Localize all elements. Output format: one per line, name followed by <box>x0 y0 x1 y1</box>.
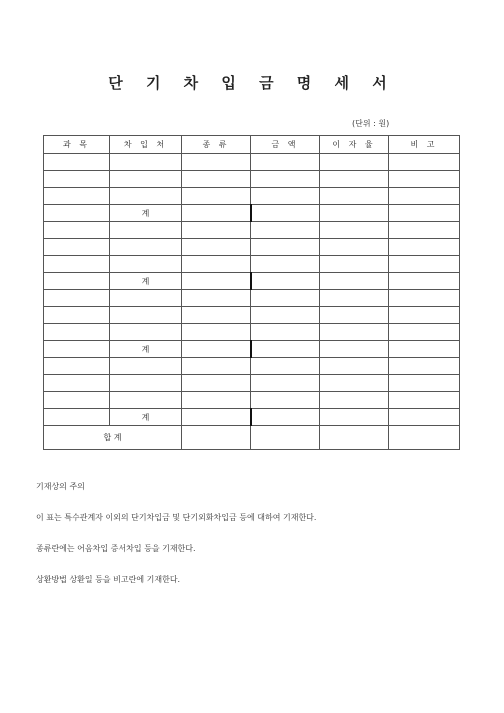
table-cell <box>110 290 182 307</box>
table-cell <box>251 324 320 341</box>
table-cell <box>389 392 460 409</box>
table-cell <box>44 324 110 341</box>
notes-section <box>36 481 316 605</box>
table-cell <box>110 307 182 324</box>
table-cell <box>320 188 389 205</box>
table-cell <box>44 290 110 307</box>
table-cell <box>44 392 110 409</box>
table-row <box>44 171 460 188</box>
table-cell <box>389 358 460 375</box>
subtotal-row <box>44 273 460 290</box>
table-cell <box>320 358 389 375</box>
table-cell <box>389 188 460 205</box>
table-cell <box>44 222 110 239</box>
subtotal-row <box>44 409 460 426</box>
table-cell <box>320 256 389 273</box>
table-cell <box>110 358 182 375</box>
table-cell <box>251 239 320 256</box>
table-cell <box>182 205 251 222</box>
column-header: 차 입 처 <box>110 136 182 154</box>
table-cell <box>389 307 460 324</box>
subtotal-label: 계 <box>110 341 182 358</box>
table-cell <box>110 171 182 188</box>
table-row <box>44 392 460 409</box>
table-cell <box>389 273 460 290</box>
table-cell <box>251 188 320 205</box>
column-header: 비 고 <box>389 136 460 154</box>
table-cell <box>44 409 110 426</box>
table-cell <box>320 273 389 290</box>
table-cell <box>389 409 460 426</box>
subtotal-amount <box>251 409 320 426</box>
table-cell <box>389 171 460 188</box>
table-cell <box>251 154 320 171</box>
table-cell <box>182 409 251 426</box>
unit-label: (단위 : 원) <box>352 119 390 128</box>
table-cell <box>389 205 460 222</box>
table-cell <box>110 188 182 205</box>
table-row <box>44 375 460 392</box>
table-cell <box>182 290 251 307</box>
table-cell <box>44 256 110 273</box>
table-row <box>44 256 460 273</box>
table-cell <box>320 392 389 409</box>
table-cell <box>182 375 251 392</box>
table-cell <box>182 239 251 256</box>
table-cell <box>389 154 460 171</box>
table-cell <box>320 171 389 188</box>
note-line: 상환방법 상환일 등을 비고란에 기재한다. <box>36 575 181 584</box>
table-cell <box>182 256 251 273</box>
table-cell <box>44 239 110 256</box>
table-cell <box>110 392 182 409</box>
table-cell <box>320 341 389 358</box>
grand-total-label: 합 계 <box>44 426 182 450</box>
table-cell <box>389 341 460 358</box>
table-cell <box>389 426 460 450</box>
table-cell <box>389 239 460 256</box>
table-cell <box>44 273 110 290</box>
table-cell <box>110 239 182 256</box>
table-cell <box>44 341 110 358</box>
column-header: 금 액 <box>251 136 320 154</box>
subtotal-label: 계 <box>110 273 182 290</box>
borrowing-table <box>43 135 460 450</box>
table-cell <box>251 256 320 273</box>
table-cell <box>320 324 389 341</box>
table-cell <box>320 307 389 324</box>
table-row <box>44 188 460 205</box>
table-cell <box>251 392 320 409</box>
table-row <box>44 358 460 375</box>
table-cell <box>182 426 251 450</box>
subtotal-row <box>44 205 460 222</box>
table-cell <box>251 222 320 239</box>
table-row <box>44 222 460 239</box>
table-cell <box>44 171 110 188</box>
table-cell <box>182 154 251 171</box>
table-cell <box>389 256 460 273</box>
table-row <box>44 239 460 256</box>
table-cell <box>182 273 251 290</box>
table-cell <box>182 171 251 188</box>
table-cell <box>44 188 110 205</box>
table-cell <box>182 341 251 358</box>
table-cell <box>182 392 251 409</box>
table-cell <box>320 290 389 307</box>
table-cell <box>110 324 182 341</box>
table-cell <box>110 154 182 171</box>
table-cell <box>320 222 389 239</box>
subtotal-amount <box>251 273 320 290</box>
table-cell <box>320 154 389 171</box>
table-cell <box>320 375 389 392</box>
table-cell <box>44 358 110 375</box>
table-cell <box>251 290 320 307</box>
table-cell <box>110 222 182 239</box>
table-cell <box>44 307 110 324</box>
table-cell <box>110 256 182 273</box>
subtotal-label: 계 <box>110 205 182 222</box>
page-title: 단 기 차 입 금 명 세 서 <box>108 74 396 92</box>
table-row <box>44 290 460 307</box>
note-line: 이 표는 특수관계자 이외의 단기차입금 및 단기외화차입금 등에 대하여 기재한다. <box>36 513 317 522</box>
grand-total-amount <box>251 426 320 450</box>
subtotal-amount <box>251 341 320 358</box>
note-line: 종류란에는 어음차입 증서차입 등을 기재한다. <box>36 544 196 553</box>
table-cell <box>251 307 320 324</box>
table-cell <box>44 375 110 392</box>
table-cell <box>320 409 389 426</box>
table-cell <box>389 222 460 239</box>
table-cell <box>251 171 320 188</box>
notes-heading: 기재상의 주의 <box>36 482 85 491</box>
table-cell <box>182 324 251 341</box>
table-cell <box>182 222 251 239</box>
table-row <box>44 154 460 171</box>
column-header: 이 자 율 <box>320 136 389 154</box>
grand-total-row <box>44 426 460 450</box>
table-cell <box>320 205 389 222</box>
table-cell <box>320 239 389 256</box>
table-row <box>44 307 460 324</box>
table-cell <box>44 205 110 222</box>
table-cell <box>320 426 389 450</box>
table-header-row <box>44 136 460 154</box>
subtotal-row <box>44 341 460 358</box>
table-cell <box>182 307 251 324</box>
column-header: 종 류 <box>182 136 251 154</box>
table-cell <box>389 375 460 392</box>
subtotal-amount <box>251 205 320 222</box>
table-cell <box>182 188 251 205</box>
subtotal-label: 계 <box>110 409 182 426</box>
table-cell <box>44 154 110 171</box>
table-row <box>44 324 460 341</box>
table-cell <box>389 324 460 341</box>
table-cell <box>389 290 460 307</box>
table-cell <box>251 375 320 392</box>
column-header: 과 목 <box>44 136 110 154</box>
table-cell <box>182 358 251 375</box>
table-cell <box>110 375 182 392</box>
table-cell <box>251 358 320 375</box>
